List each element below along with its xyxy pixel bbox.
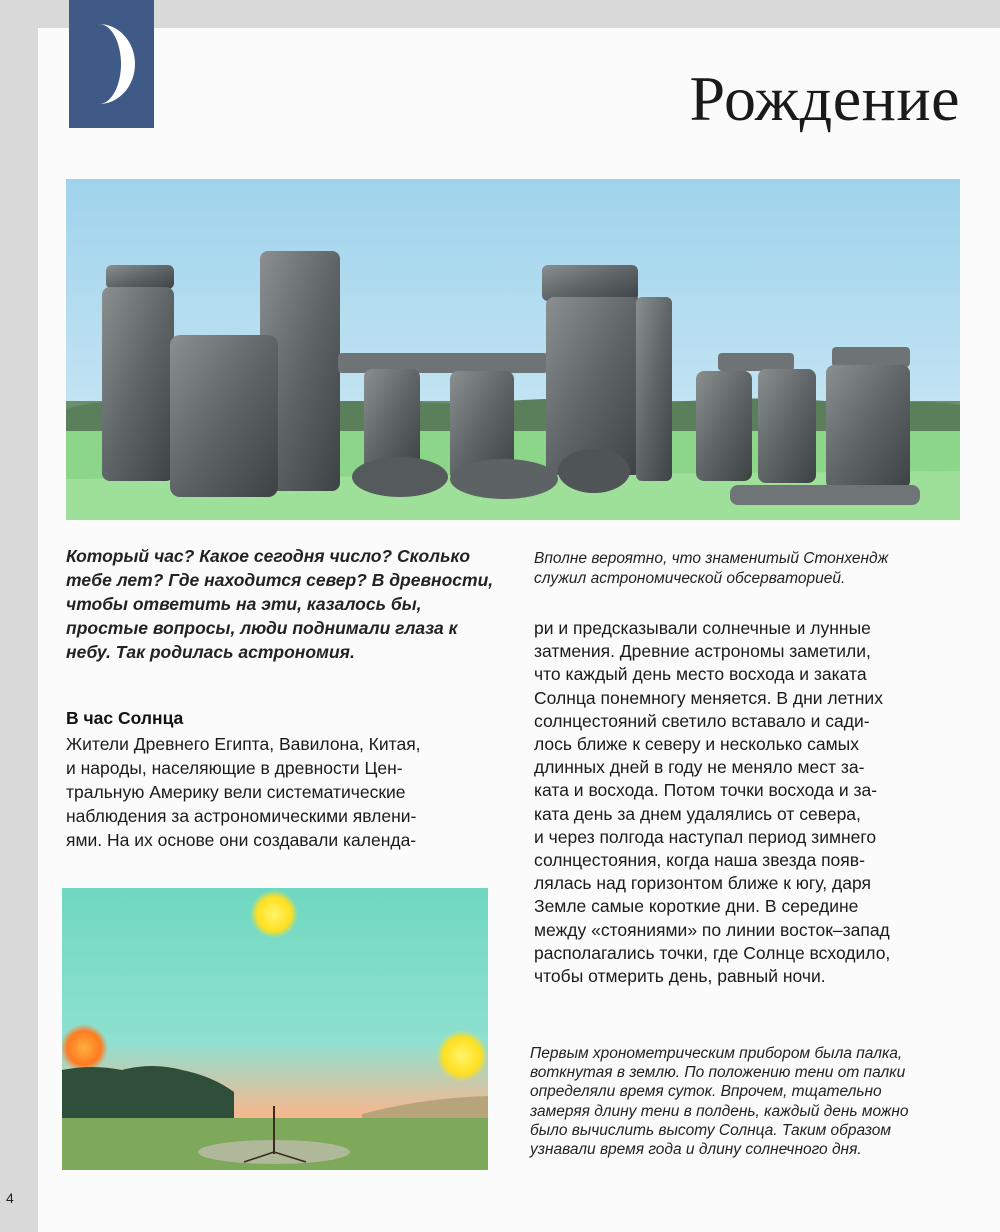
text-line: Солнца понемногу меняется. В дни летних xyxy=(534,687,883,708)
intro-paragraph: Который час? Какое сегодня число? Сколько тебе лет? Где находится север? В древности, чтобы ответить на эти, казалось бы, простые вопросы, люди поднимали глаза к небу. Так родилась астрономия. xyxy=(66,546,494,662)
text-line: ката и восхода. Потом точки восхода и за- xyxy=(534,780,878,801)
text-line: что каждый день место восхода и заката xyxy=(534,664,867,685)
text-line: Земле самые короткие дни. В середине xyxy=(534,896,859,917)
section-heading: В час Солнца xyxy=(66,708,184,728)
text-line: солнцестояний светило вставало и сади- xyxy=(534,710,870,731)
text-line: Жители Древнего Египта, Вавилона, Китая, xyxy=(66,734,421,754)
text-line: располагались точки, где Солнце всходило, xyxy=(534,942,891,963)
page-number: 4 xyxy=(6,1190,14,1206)
text-line: солнцестояния, когда наша звезда появ- xyxy=(534,850,865,871)
text-line: чтобы отмерить день, равный ночи. xyxy=(534,966,826,987)
text-line: и народы, населяющие в древности Цен- xyxy=(66,758,403,778)
chapter-tab xyxy=(69,0,154,128)
text-line: ями. На их основе они создавали календа- xyxy=(66,830,417,850)
body-column-2 xyxy=(534,617,954,988)
body-column-1 xyxy=(66,732,494,852)
text-line: наблюдения за астрономическими явлени- xyxy=(66,806,417,826)
text-line: между «стояниями» по линии восток–запад xyxy=(534,919,890,940)
text-line: ри и предсказывали солнечные и лунные xyxy=(534,618,871,638)
text-line: ката день за днем удалялись от севера, xyxy=(534,803,861,824)
text-line: тральную Америку вели систематические xyxy=(66,782,406,802)
gnomon-caption: Первым хронометрическим прибором была палка, воткнутая в землю. По положению тени от палки определяли время суток. Впрочем, тщательно замеряя длину тени в полдень, каждый день можно было вычислить высоту Солнца. Таким образом узнавали время года и длину солнечного дня. xyxy=(530,1045,909,1159)
page-title: Рождение xyxy=(689,63,960,134)
stonehenge-caption: Вполне вероятно, что знаменитый Стонхендж служил астрономической обсерваторией. xyxy=(534,550,889,587)
sun-path-gnomon-illustration xyxy=(62,888,488,1170)
crescent-moon-icon xyxy=(69,0,154,128)
stonehenge-illustration xyxy=(66,179,960,520)
text-line: лось ближе к северу и несколько самых xyxy=(534,734,859,755)
text-line: затмения. Древние астрономы заметили, xyxy=(534,641,871,662)
text-line: длинных дней в году не меняло мест за- xyxy=(534,757,865,778)
text-line: и через полгода наступал период зимнего xyxy=(534,826,877,847)
text-line: лялась над горизонтом ближе к югу, даря xyxy=(534,873,871,894)
